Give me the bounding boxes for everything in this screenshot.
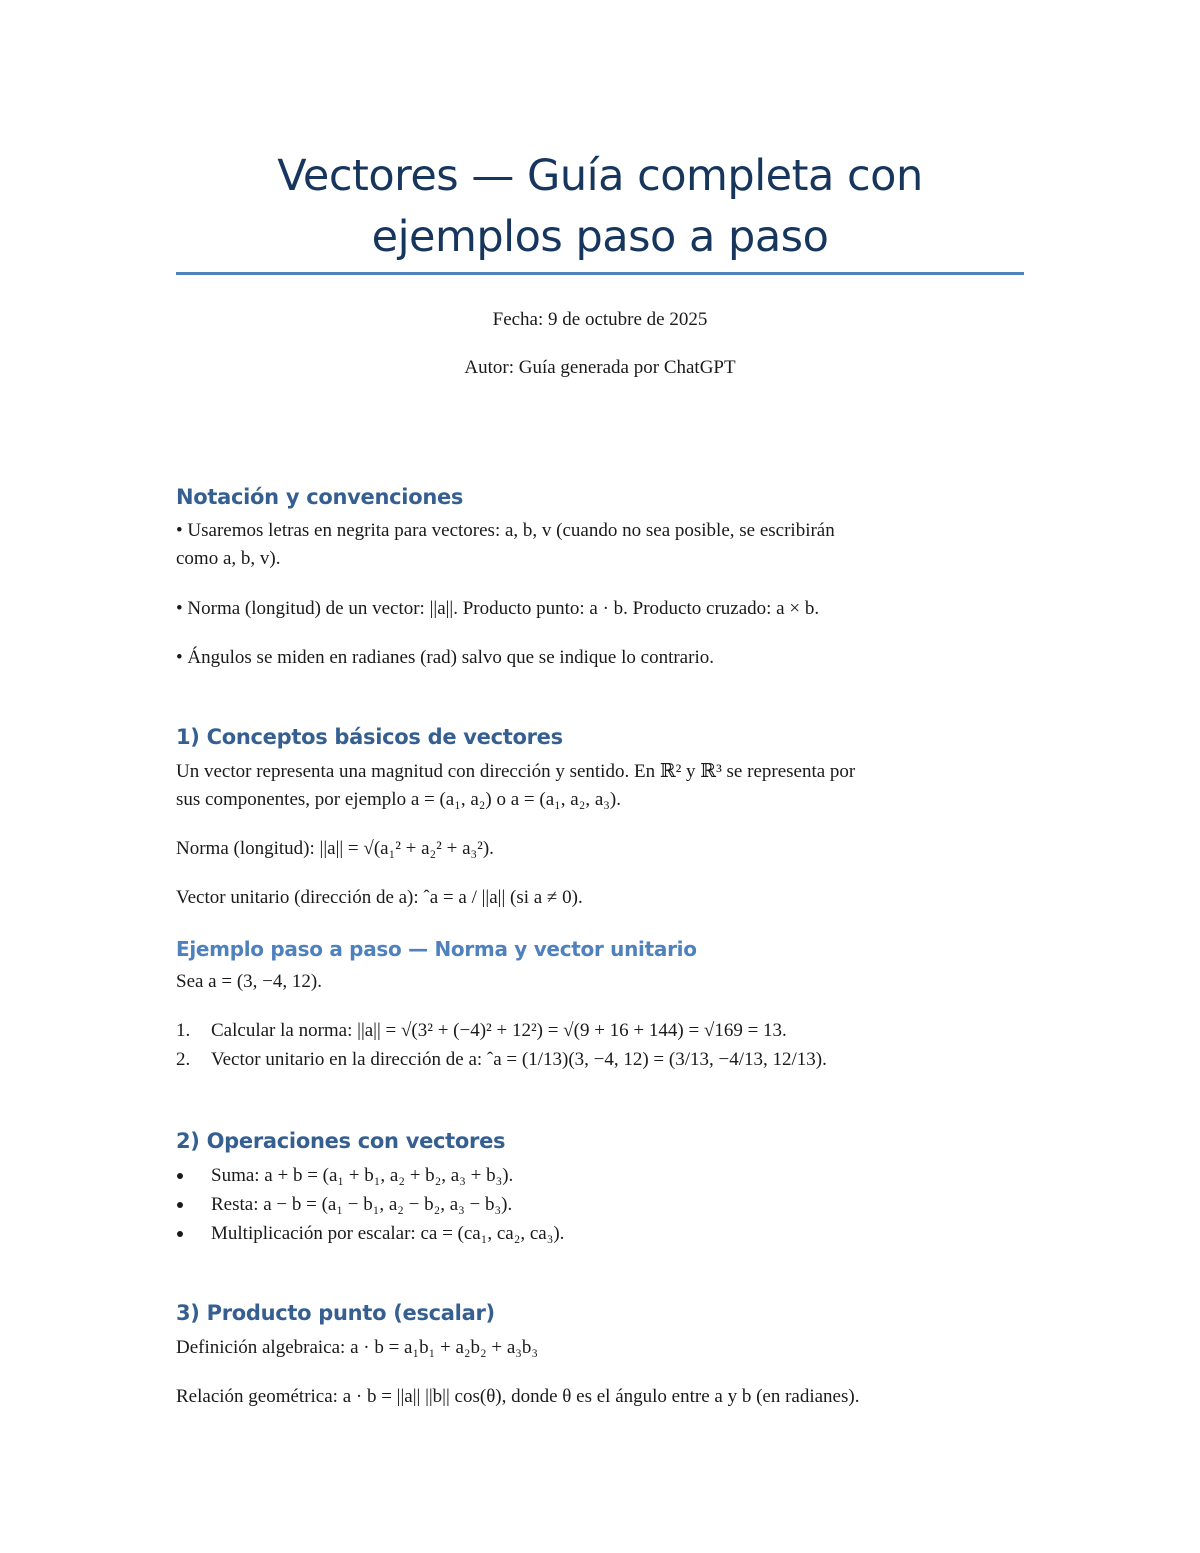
bullet-icon bbox=[177, 1202, 183, 1208]
operations-item-text: Multiplicación por escalar: ca = (ca₁, ca₂, ca₃). bbox=[211, 1223, 565, 1244]
operations-item-text: Resta: a − b = (a₁ − b₁, a₂ − b₂, a₃ − b₃). bbox=[211, 1194, 513, 1215]
heading-operations: 2) Operaciones con vectores bbox=[176, 1129, 506, 1153]
title-line-1: Vectores — Guía completa con bbox=[277, 151, 923, 201]
notation-p1-line-1: • Usaremos letras en negrita para vectores: a, b, v (cuando no sea posible, se escribirán bbox=[176, 520, 835, 541]
heading-basics: 1) Conceptos básicos de vectores bbox=[176, 725, 563, 749]
step-number: 1. bbox=[176, 1020, 191, 1041]
basics-norm-formula: Norma (longitud): ||a|| = √(a₁² + a₂² + a₃²). bbox=[176, 838, 494, 859]
notation-paragraph-1 bbox=[176, 517, 1024, 573]
notation-p1-line-2: como a, b, v). bbox=[176, 548, 281, 569]
basics-unit-vector: Vector unitario (dirección de a): ˆa = a / ||a|| (si a ≠ 0). bbox=[176, 887, 583, 908]
notation-paragraph-2: • Norma (longitud) de un vector: ||a||. Producto punto: a · b. Producto cruzado: a × b. bbox=[176, 598, 820, 619]
step-number: 2. bbox=[176, 1049, 191, 1070]
date-line: Fecha: 9 de octubre de 2025 bbox=[492, 309, 708, 330]
notation-paragraph-3: • Ángulos se miden en radianes (rad) salvo que se indique lo contrario. bbox=[176, 647, 714, 668]
dot-algebraic-definition: Definición algebraica: a · b = a₁b₁ + a₂b₂ + a₃b₃ bbox=[176, 1337, 539, 1358]
example-intro: Sea a = (3, −4, 12). bbox=[176, 971, 322, 992]
step-text: Calcular la norma: ||a|| = √(3² + (−4)² + 12²) = √(9 + 16 + 144) = √169 = 13. bbox=[211, 1020, 787, 1041]
heading-notation: Notación y convenciones bbox=[176, 485, 464, 509]
bullet-icon bbox=[177, 1173, 183, 1179]
heading-example: Ejemplo paso a paso — Norma y vector unitario bbox=[176, 937, 697, 961]
title-underline bbox=[176, 272, 1024, 275]
basics-p1-line-1: Un vector representa una magnitud con dirección y sentido. En ℝ² y ℝ³ se representa por bbox=[176, 761, 856, 782]
operations-item-text: Suma: a + b = (a₁ + b₁, a₂ + b₂, a₃ + b₃). bbox=[211, 1165, 514, 1186]
title-line-2: ejemplos paso a paso bbox=[371, 212, 829, 262]
heading-dot-product: 3) Producto punto (escalar) bbox=[176, 1301, 495, 1325]
bullet-icon bbox=[177, 1231, 183, 1237]
author-line: Autor: Guía generada por ChatGPT bbox=[464, 357, 736, 378]
basics-paragraph-1 bbox=[176, 758, 1024, 814]
document-title bbox=[176, 146, 1024, 268]
basics-p1-line-2: sus componentes, por ejemplo a = (a₁, a₂) o a = (a₁, a₂, a₃). bbox=[176, 789, 621, 810]
step-text: Vector unitario en la dirección de a: ˆa = (1/13)(3, −4, 12) = (3/13, −4/13, 12/13). bbox=[211, 1049, 827, 1070]
dot-geometric-relation: Relación geométrica: a · b = ||a|| ||b|| cos(θ), donde θ es el ángulo entre a y b (en radianes). bbox=[176, 1386, 860, 1407]
